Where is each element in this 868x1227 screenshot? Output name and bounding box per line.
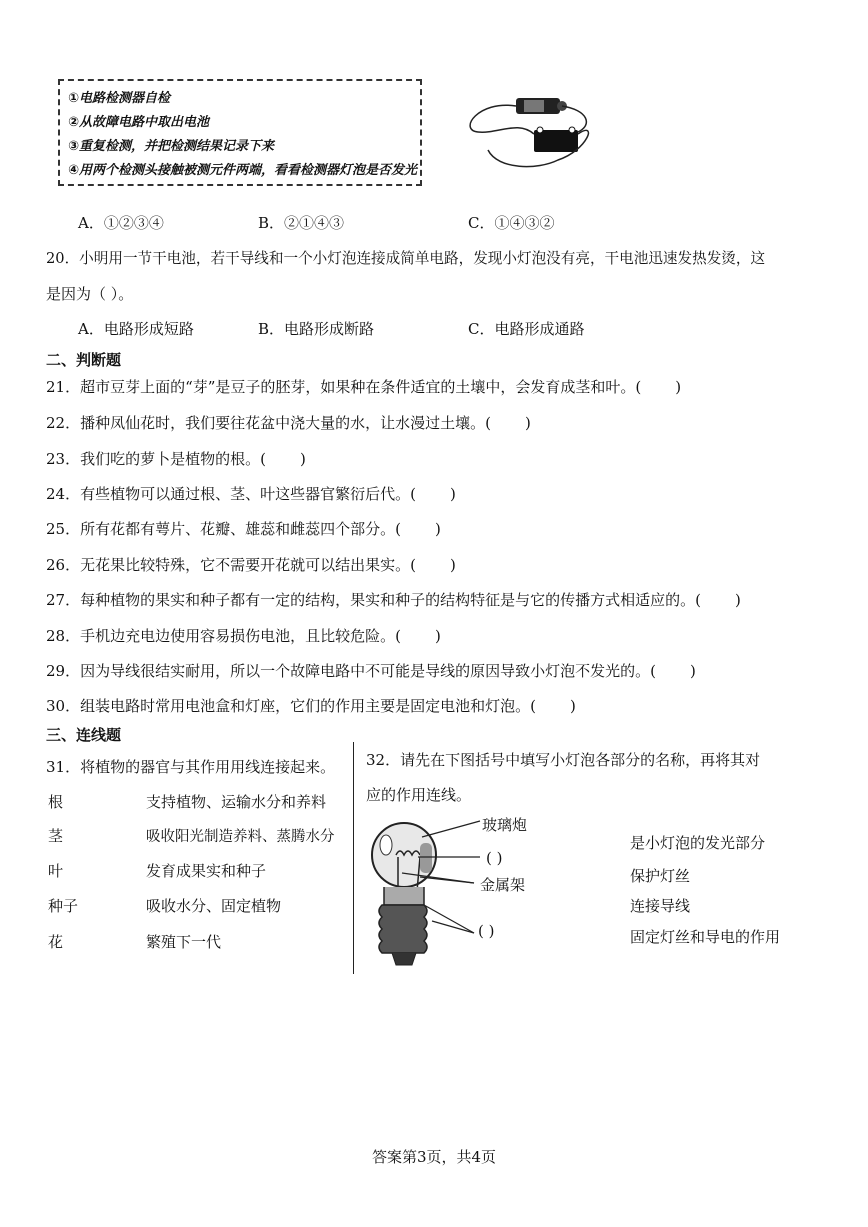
q32-title-line2: 应的作用连线。 <box>366 786 472 804</box>
section-judge-heading: 二、判断题 <box>46 351 122 369</box>
q31-title: 31．将植物的器官与其作用用线连接起来。 <box>46 758 336 776</box>
q19-option-c: C．①④③② <box>468 214 555 232</box>
judge-item: 21．超市豆芽上面的“芽”是豆子的胚芽，如果种在条件适宜的土壤中，会发育成茎和叶。( ) <box>46 378 682 396</box>
judge-item: 27．每种植物的果实和种子都有一定的结构，果实和种子的结构特征是与它的传播方式相适应的。( ) <box>46 591 741 609</box>
q32-function: 固定灯丝和导电的作用 <box>630 928 781 946</box>
q20-option-b: B．电路形成断路 <box>258 320 375 338</box>
q19-option-b: B．②①④③ <box>258 214 345 232</box>
judge-item: 22．播种凤仙花时，我们要往花盆中浇大量的水，让水漫过土壤。( ) <box>46 414 531 432</box>
q32-label-glass: 玻璃炮 <box>482 816 528 834</box>
circuit-detector-illustration <box>458 90 608 190</box>
step-4: ④用两个检测头接触被测元件两端，看看检测器灯泡是否发光 <box>68 163 418 178</box>
column-divider <box>353 742 354 974</box>
q31-organ: 根 <box>48 793 64 811</box>
q31-function: 发育成果实和种子 <box>146 862 267 880</box>
q31-function: 吸收水分、固定植物 <box>146 897 282 915</box>
q20-option-a: A．电路形成短路 <box>78 320 194 338</box>
q20-option-c: C．电路形成通路 <box>468 320 585 338</box>
judge-item: 25．所有花都有萼片、花瓣、雄蕊和雌蕊四个部分。( ) <box>46 520 441 538</box>
detector-steps-box <box>58 79 422 186</box>
judge-item: 30．组装电路时常用电池盒和灯座，它们的作用主要是固定电池和灯泡。( ) <box>46 697 576 715</box>
judge-item: 23．我们吃的萝卜是植物的根。( ) <box>46 450 306 468</box>
judge-item: 28．手机边充电边使用容易损伤电池，且比较危险。( ) <box>46 627 441 645</box>
q32-title-line1: 32．请先在下图括号中填写小灯泡各部分的名称，再将其对 <box>366 751 761 769</box>
q32-label-metal-frame: 金属架 <box>480 876 526 894</box>
q31-organ: 茎 <box>48 827 64 845</box>
q32-function: 保护灯丝 <box>630 867 691 885</box>
q31-organ: 种子 <box>48 897 79 915</box>
step-1: ①电路检测器自检 <box>68 91 171 106</box>
judge-item: 26．无花果比较特殊，它不需要开花就可以结出果实。( ) <box>46 556 456 574</box>
q20-line2: 是因为（ ）。 <box>46 285 134 303</box>
judge-item: 29．因为导线很结实耐用，所以一个故障电路中不可能是导线的原因导致小灯泡不发光的。( ) <box>46 662 696 680</box>
page-footer: 答案第3页，共4页 <box>371 1148 497 1166</box>
judge-item: 24．有些植物可以通过根、茎、叶这些器官繁衍后代。( ) <box>46 485 456 503</box>
q31-organ: 花 <box>48 933 64 951</box>
q20-line1: 20．小明用一节干电池，若干导线和一个小灯泡连接成简单电路，发现小灯泡没有亮，干电池迅速发热发烫，这 <box>46 250 766 267</box>
q31-organ: 叶 <box>48 862 64 880</box>
q32-function: 是小灯泡的发光部分 <box>630 834 766 852</box>
q31-function: 支持植物、运输水分和养料 <box>146 793 327 811</box>
q31-function: 吸收阳光制造养料、蒸腾水分 <box>146 829 335 845</box>
q31-function: 繁殖下一代 <box>146 933 222 951</box>
q32-label-blank-2[interactable]: ( ) <box>478 922 495 940</box>
step-2: ②从故障电路中取出电池 <box>68 115 210 130</box>
q19-option-a: A．①②③④ <box>78 214 164 232</box>
q32-label-blank-1[interactable]: ( ) <box>486 849 503 867</box>
q32-function: 连接导线 <box>630 897 691 915</box>
section-matching-heading: 三、连线题 <box>46 726 122 744</box>
light-bulb-illustration <box>362 815 495 975</box>
step-3: ③重复检测，并把检测结果记录下来 <box>68 139 275 154</box>
